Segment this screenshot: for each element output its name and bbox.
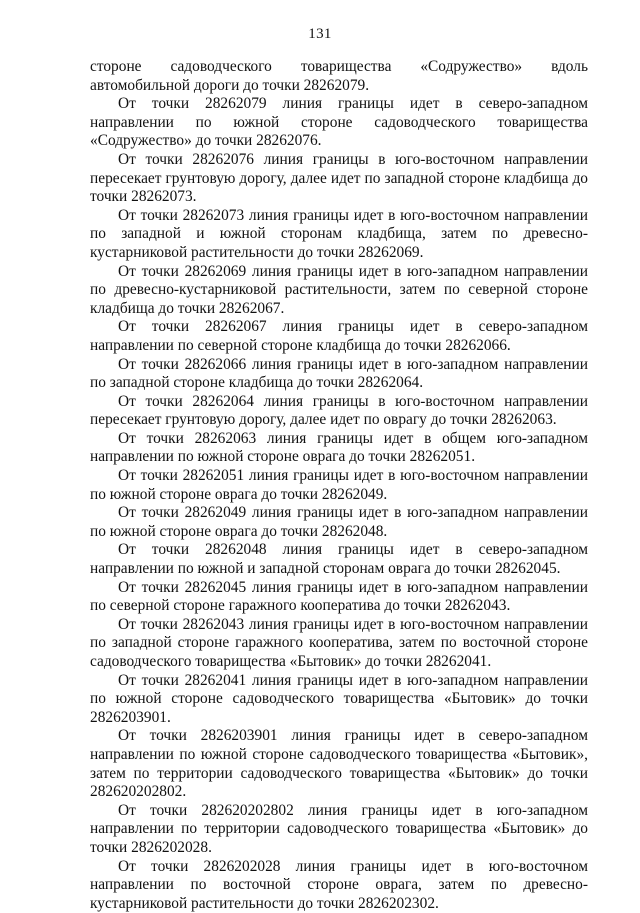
paragraph: От точки 28262063 линия границы идет в общем юго-западном направлении по южной стороне оврага до точки 28262051. xyxy=(90,429,588,466)
paragraph: От точки 28262049 линия границы идет в юго-западном направлении по южной стороне оврага до точки 28262048. xyxy=(90,504,588,540)
paragraph: От точки 28262073 линия границы идет в юго-восточном направлении по западной и южной сторонам кладбища, затем по древесно-кустарниковой растительности до точки 28262069. xyxy=(90,206,588,261)
paragraph: От точки 28262069 линия границы идет в юго-западном направлении по древесно-кустарниковой растительности, затем по северной стороне кладбища до точки 28262067. xyxy=(90,262,588,317)
paragraph: От точки 28262066 линия границы идет в юго-западном направлении по западной стороне кладбища до точки 28262064. xyxy=(90,355,588,392)
page-number: 131 xyxy=(308,26,332,42)
paragraph: От точки 28262076 линия границы в юго-восточном направлении пересекает грунтовую дорогу, далее идет по западной стороне кладбища до точки 28262073. xyxy=(90,150,588,206)
document-body xyxy=(90,58,588,913)
paragraph: От точки 2826202028 линия границы идет в юго-восточном направлении по восточной стороне оврага, затем по древесно-кустарниковой растительности до точки 2826202302. xyxy=(90,857,588,912)
paragraph: От точки 282620202802 линия границы идет в юго-западном направлении по территории садоводческого товарищества «Бытовик» до точки 2826202028. xyxy=(90,801,588,856)
paragraph: От точки 28262041 линия границы идет в юго-западном направлении по южной стороне садоводческого товарищества «Бытовик» до точки 2826203901. xyxy=(90,671,588,726)
paragraph: От точки 28262064 линия границы в юго-восточном направлении пересекает грунтовую дорогу, далее идет по оврагу до точки 28262063. xyxy=(90,392,588,429)
paragraph: От точки 2826203901 линия границы идет в северо-западном направлении по южной стороне садоводческого товарищества «Бытовик», затем по территории садоводческого товарищества «Бытовик» до точки 282620202802. xyxy=(90,727,588,801)
paragraph: От точки 28262048 линия границы идет в северо-западном направлении по южной и западной сторонам оврага до точки 28262045. xyxy=(90,541,588,578)
paragraph: От точки 28262043 линия границы идет в юго-восточном направлении по западной стороне гаражного кооператива, затем по восточной стороне садоводческого товарищества «Бытовик» до точки 28262041. xyxy=(90,615,588,670)
paragraph-continuation: стороне садоводческого товарищества «Содружество» вдоль автомобильной дороги до точки 28262079. xyxy=(90,58,588,94)
paragraph: От точки 28262079 линия границы идет в северо-западном направлении по южной стороне садоводческого товарищества «Содружество» до точки 28262076. xyxy=(90,95,588,150)
paragraph: От точки 28262067 линия границы идет в северо-западном направлении по северной стороне кладбища до точки 28262066. xyxy=(90,318,588,354)
paragraph: От точки 28262051 линия границы идет в юго-восточном направлении по южной стороне оврага до точки 28262049. xyxy=(90,467,588,503)
paragraph: От точки 28262045 линия границы идет в юго-западном направлении по северной стороне гаражного кооператива до точки 28262043. xyxy=(90,578,588,615)
